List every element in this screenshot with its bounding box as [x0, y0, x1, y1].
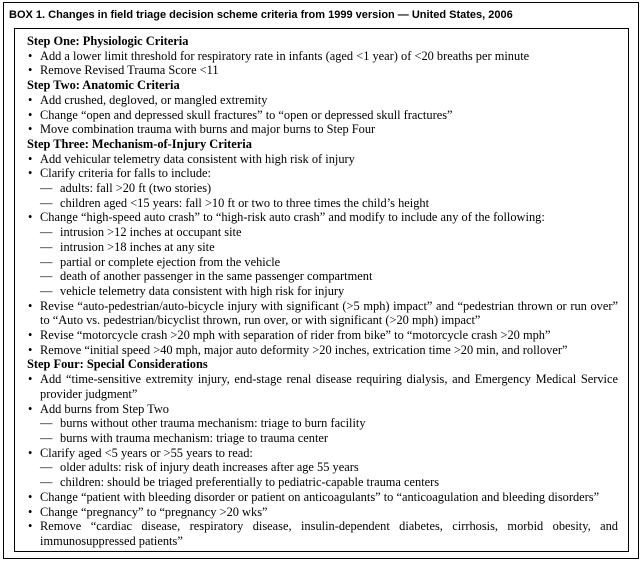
- bullet-item: [27, 343, 618, 358]
- bullet-item: [27, 166, 618, 181]
- sub-item-text: partial or complete ejection from the vehicle: [60, 254, 281, 269]
- bullet-icon: •: [28, 210, 33, 225]
- sub-item: [27, 284, 618, 299]
- sub-item: [27, 460, 618, 475]
- bullet-icon: •: [28, 48, 33, 63]
- bullet-item: [27, 49, 618, 64]
- dash-icon: —: [40, 225, 53, 240]
- sub-item-text: intrusion >18 inches at any site: [60, 239, 215, 254]
- document-page: [3, 2, 639, 559]
- sub-item-text: death of another passenger in the same passenger compartment: [60, 269, 373, 284]
- dash-icon: —: [40, 416, 53, 431]
- dash-icon: —: [40, 254, 53, 269]
- bullet-text: Move combination trauma with burns and major burns to Step Four: [40, 122, 376, 137]
- sub-item-text: vehicle telemetry data consistent with high risk for injury: [60, 283, 345, 298]
- bullet-text: Clarify aged <5 years or >55 years to read:: [40, 445, 253, 460]
- step-heading: Step Four: Special Considerations: [27, 357, 208, 372]
- sub-item: [27, 225, 618, 240]
- sub-item-text: burns with trauma mechanism: triage to trauma center: [60, 430, 329, 445]
- bullet-text: Remove “cardiac disease, respiratory disease, insulin-dependent diabetes, cirrhosis, morbid obesity, and immunosuppressed patients”: [40, 519, 618, 548]
- bullet-item: [27, 210, 618, 225]
- bullet-text: Change “open and depressed skull fractures” to “open or depressed skull fractures”: [40, 107, 453, 122]
- bullet-icon: •: [28, 504, 33, 519]
- sub-item: [27, 240, 618, 255]
- bullet-text: Add burns from Step Two: [40, 401, 169, 416]
- bullet-icon: •: [28, 489, 33, 504]
- sub-item: [27, 196, 618, 211]
- dash-icon: —: [40, 475, 53, 490]
- bullet-icon: •: [28, 107, 33, 122]
- content-box: [14, 28, 629, 552]
- sub-item-text: burns without other trauma mechanism: triage to burn facility: [60, 416, 366, 431]
- bullet-text: Revise “auto-pedestrian/auto-bicycle injury with significant (>5 mph) impact” and “pedestrian thrown or run over” to “Auto vs. pedestrian/bicyclist thrown, run over, or with significant (>20 mph) impact”: [40, 298, 618, 328]
- bullet-icon: •: [28, 372, 33, 387]
- bullet-text: Add crushed, degloved, or mangled extremity: [40, 92, 268, 107]
- bullet-item: [27, 108, 618, 123]
- box-title: BOX 1. Changes in field triage decision scheme criteria from 1999 version — United States, 2006: [9, 9, 513, 21]
- bullet-item: [27, 490, 618, 505]
- bullet-text: Clarify criteria for falls to include:: [40, 166, 211, 181]
- bullet-icon: •: [28, 342, 33, 357]
- sub-item-text: intrusion >12 inches at occupant site: [60, 225, 242, 240]
- bullet-icon: •: [28, 151, 33, 166]
- bullet-text: Remove “initial speed >40 mph, major auto deformity >20 inches, extrication time >20 min, and rollover”: [40, 342, 568, 357]
- bullet-item: [27, 372, 618, 401]
- dash-icon: —: [40, 269, 53, 284]
- bullet-text: Add vehicular telemetry data consistent with high risk of injury: [40, 151, 355, 166]
- sub-item: [27, 431, 618, 446]
- bullet-item: [27, 519, 618, 548]
- step-heading: Step One: Physiologic Criteria: [27, 34, 189, 48]
- bullet-icon: •: [28, 445, 33, 460]
- sub-item: [27, 255, 618, 270]
- sub-item: [27, 475, 618, 490]
- bullet-item: [27, 122, 618, 137]
- bullet-text: Add a lower limit threshold for respiratory rate in infants (aged <1 year) of <20 breaths per minute: [40, 48, 530, 63]
- sub-item: [27, 269, 618, 284]
- bullet-text: Revise “motorcycle crash >20 mph with separation of rider from bike” to “motorcycle crash >20 mph”: [40, 328, 551, 343]
- step-heading: Step Three: Mechanism-of-Injury Criteria: [27, 136, 252, 151]
- bullet-icon: •: [28, 519, 33, 534]
- sub-item: [27, 181, 618, 196]
- bullet-icon: •: [28, 122, 33, 137]
- bullet-text: Change “patient with bleeding disorder or patient on anticoagulants” to “anticoagulation and bleeding disorders”: [40, 489, 600, 504]
- bullet-icon: •: [28, 328, 33, 343]
- sub-item-text: children aged <15 years: fall >10 ft or two to three times the child’s height: [60, 195, 430, 210]
- bullet-text: Add “time-sensitive extremity injury, end-stage renal disease requiring dialysis, and Emergency Medical Service provider judgment”: [40, 372, 618, 401]
- sub-item-text: adults: fall >20 ft (two stories): [60, 181, 212, 196]
- dash-icon: —: [40, 181, 53, 196]
- bullet-item: [27, 152, 618, 167]
- sub-item-text: children: should be triaged preferentially to pediatric-capable trauma centers: [60, 475, 440, 490]
- bullet-icon: •: [28, 401, 33, 416]
- bullet-item: [27, 446, 618, 461]
- bullet-item: [27, 328, 618, 343]
- bullet-item: [27, 63, 618, 78]
- step-heading: Step Two: Anatomic Criteria: [27, 78, 180, 93]
- bullet-item: [27, 402, 618, 417]
- bullet-icon: •: [28, 166, 33, 181]
- bullet-text: Change “high-speed auto crash” to “high-risk auto crash” and modify to include any of the following:: [40, 210, 545, 225]
- dash-icon: —: [40, 239, 53, 254]
- bullet-icon: •: [28, 298, 33, 313]
- bullet-icon: •: [28, 63, 33, 78]
- bullet-icon: •: [28, 92, 33, 107]
- bullet-text: Change “pregnancy” to “pregnancy >20 wks”: [40, 504, 268, 519]
- sub-item-text: older adults: risk of injury death increases after age 55 years: [60, 460, 359, 475]
- bullet-item: [27, 505, 618, 520]
- dash-icon: —: [40, 460, 53, 475]
- bullet-item: [27, 299, 618, 328]
- sub-item: [27, 416, 618, 431]
- dash-icon: —: [40, 283, 53, 298]
- bullet-item: [27, 93, 618, 108]
- dash-icon: —: [40, 195, 53, 210]
- dash-icon: —: [40, 430, 53, 445]
- bullet-text: Remove Revised Trauma Score <11: [40, 63, 219, 78]
